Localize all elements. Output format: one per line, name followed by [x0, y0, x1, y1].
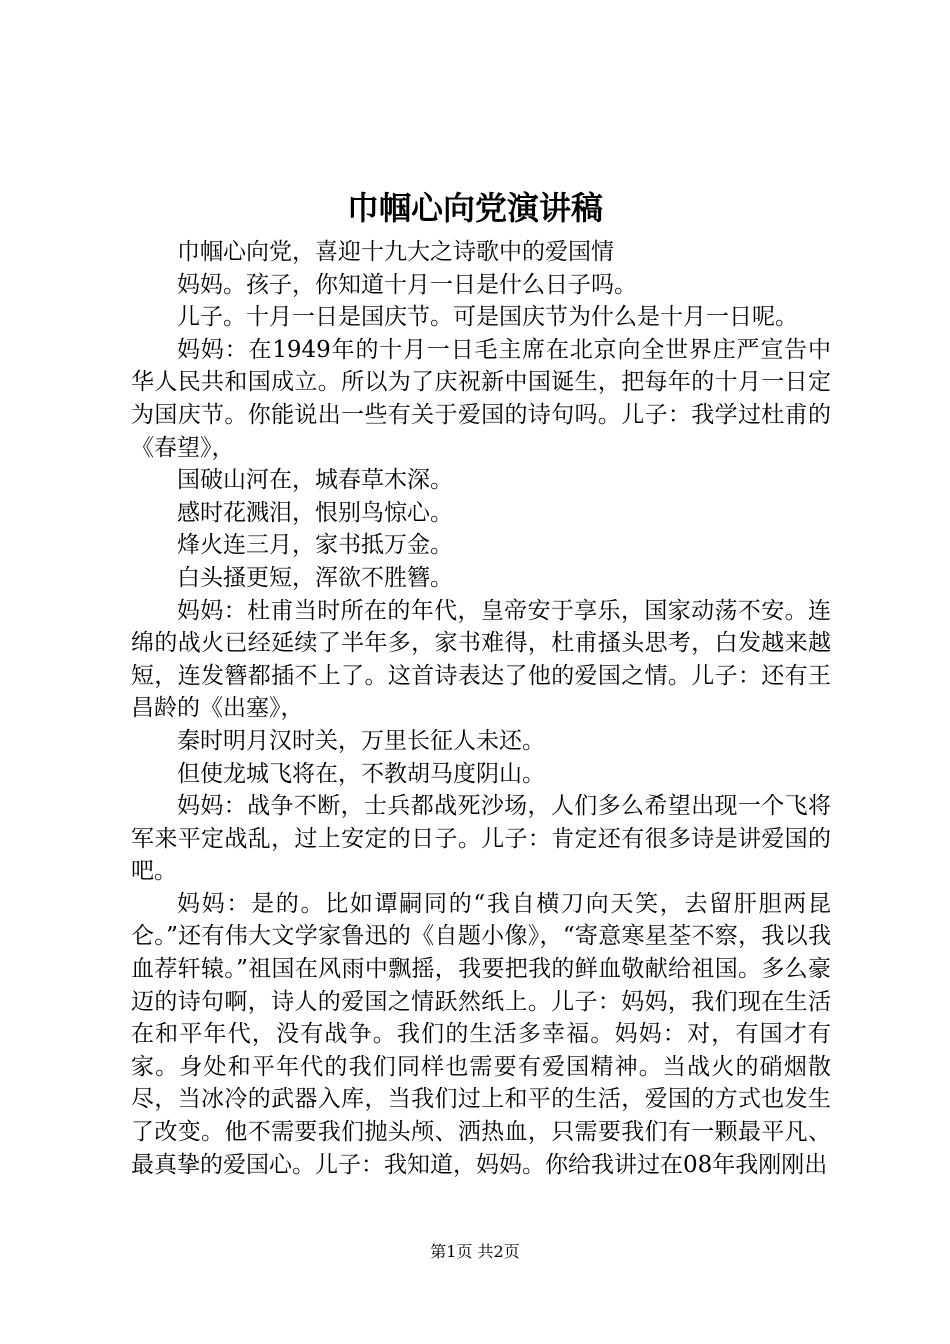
paragraph: 妈妈：杜甫当时所在的年代，皇帝安于享乐，国家动荡不安。连绵的战火已经延续了半年多，家书难得，杜甫搔头思考，白发越来越短，连发簪都插不上了。这首诗表达了他的爱国之情。儿子：还有王昌龄的《出塞》，: [131, 597, 831, 722]
poem-line: 但使龙城飞将在，不教胡马度阴山。: [177, 760, 545, 787]
document-title: 巾帼心向党演讲稿: [346, 189, 603, 227]
poem-line: 秦时明月汉时关，万里长征人未还。: [177, 727, 545, 754]
poem-line: 白头搔更短，浑欲不胜簪。: [177, 564, 453, 591]
paragraph: 妈妈：是的。比如谭嗣同的“我自横刀向天笑，去留肝胆两昆仑。”还有伟大文学家鲁迅的《自题小像》，“寄意寒星荃不察，我以我血荐轩辕。”祖国在风雨中飘摇，我要把我的鲜血敬献给祖国。多么豪迈的诗句啊，诗人的爱国之情跃然纸上。儿子：妈妈，我们现在生活在和平年代，没有战争。我们的生活多幸福。妈妈：对，有国才有家。身处和平年代的我们同样也需要有爱国精神。当战火的硝烟散尽，当冰冷的武器入库，当我们过上和平的生活，爱国的方式也发生了改变。他不需要我们抛头颅、洒热血，只需要我们有一颗最平凡、最真挚的爱国心。儿子：我知道，妈妈。你给我讲过在08年我刚刚出: [131, 890, 831, 1178]
document-body: [131, 236, 831, 1181]
paragraph: 妈妈：战争不断，士兵都战死沙场，人们多么希望出现一个飞将军来平定战乱，过上安定的日子。儿子：肯定还有很多诗是讲爱国的吧。: [131, 793, 831, 885]
page-footer: 第1页 共2页: [430, 1242, 520, 1261]
poem-line: 烽火连三月，家书抵万金。: [177, 532, 453, 559]
paragraph: 妈妈。孩子，你知道十月一日是什么日子吗。: [177, 271, 637, 298]
paragraph: 妈妈：在1949年的十月一日毛主席在北京向全世界庄严宣告中华人民共和国成立。所以为了庆祝新中国诞生，把每年的十月一日定为国庆节。你能说出一些有关于爱国的诗句吗。儿子：我学过杜甫的《春望》，: [131, 336, 831, 461]
poem-line: 感时花溅泪，恨别鸟惊心。: [177, 499, 453, 526]
poem-line: 国破山河在，城春草木深。: [177, 467, 453, 494]
paragraph: 儿子。十月一日是国庆节。可是国庆节为什么是十月一日呢。: [177, 304, 798, 331]
paragraph: 巾帼心向党，喜迎十九大之诗歌中的爱国情: [177, 239, 614, 265]
